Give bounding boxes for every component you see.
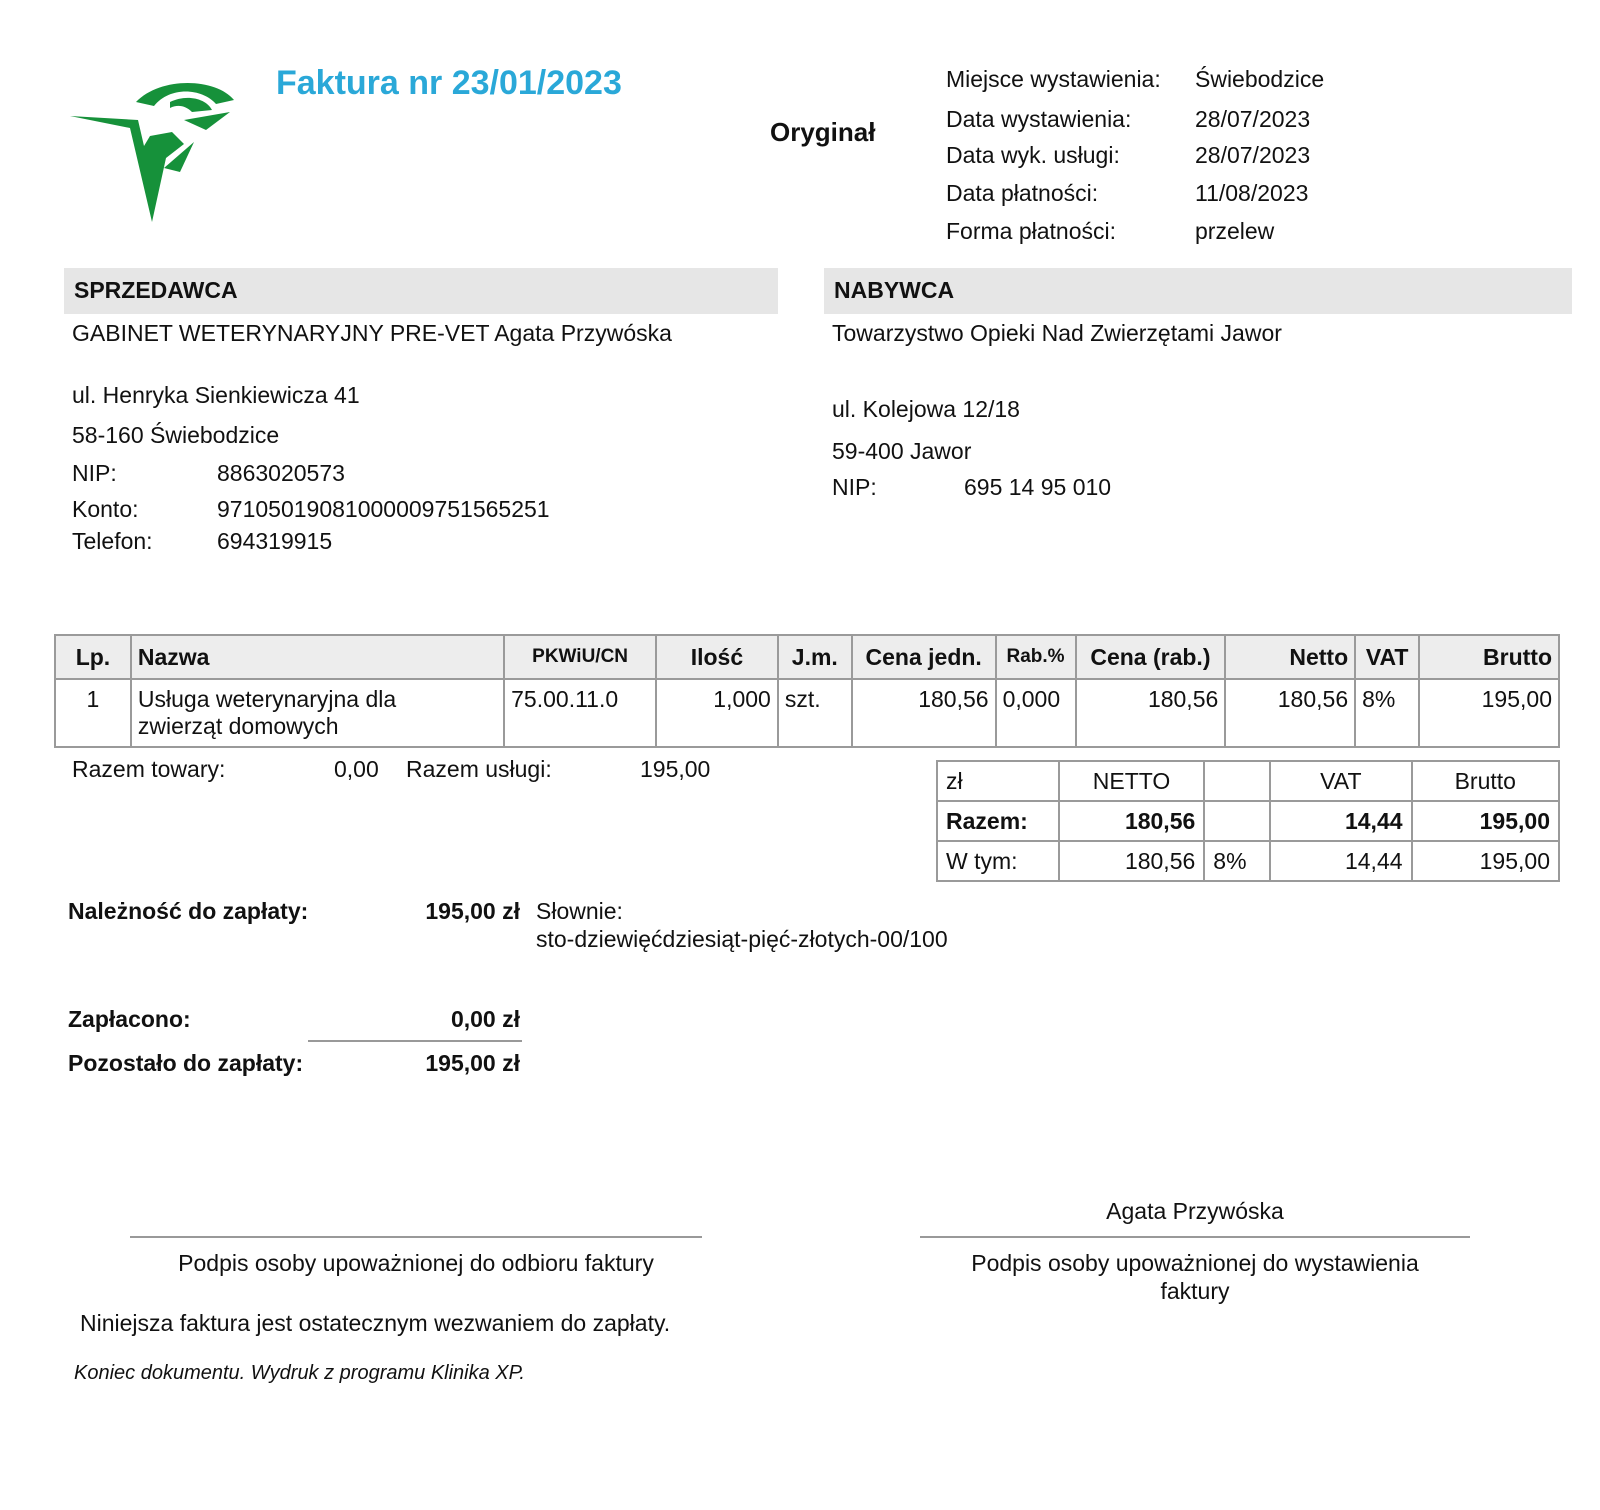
- cell-name-line: zwierząt domowych: [137, 713, 339, 739]
- currency-label: zł: [937, 761, 1059, 801]
- meta-value: przelew: [1195, 218, 1275, 244]
- col-header: Netto: [1225, 635, 1355, 679]
- meta-value: 28/07/2023: [1195, 142, 1311, 168]
- total-vat: 14,44: [1270, 801, 1411, 841]
- seller-heading: SPRZEDAWCA: [74, 277, 238, 303]
- issuer-signature-caption: Podpis osoby upoważnionej do wystawienia: [971, 1250, 1419, 1276]
- payment-notice: Niniejsza faktura jest ostatecznym wezwaniem do zapłaty.: [80, 1310, 671, 1336]
- breakdown-rate: 8%: [1204, 841, 1270, 881]
- cell-price-disc: 180,56: [1076, 679, 1226, 747]
- col-header: Cena jedn.: [852, 635, 996, 679]
- empty-cell: [1204, 761, 1270, 801]
- services-total-value: 195,00: [640, 756, 711, 782]
- amount-due-value: 195,00 zł: [425, 898, 520, 924]
- cell-lp: 1: [55, 679, 131, 747]
- meta-value: 28/07/2023: [1195, 106, 1311, 132]
- col-header: Cena (rab.): [1076, 635, 1226, 679]
- seller-phone: 694319915: [217, 528, 333, 554]
- paid-divider: [308, 1040, 522, 1042]
- buyer-name: Towarzystwo Opieki Nad Zwierzętami Jawor: [832, 320, 1282, 346]
- col-header: Lp.: [55, 635, 131, 679]
- remaining-label: Pozostało do zapłaty:: [68, 1050, 304, 1076]
- amount-words-value: sto-dziewięćdziesiąt-pięć-złotych-00/100: [536, 926, 948, 952]
- total-label: Razem:: [937, 801, 1059, 841]
- issuer-name: Agata Przywóska: [1106, 1198, 1284, 1224]
- cell-price: 180,56: [852, 679, 996, 747]
- receiver-signature-caption: Podpis osoby upoważnionej do odbioru faktury: [178, 1250, 654, 1276]
- breakdown-vat: 14,44: [1270, 841, 1411, 881]
- meta-label: Miejsce wystawienia:: [946, 66, 1161, 92]
- cell-name-line: Usługa weterynaryjna dla: [137, 686, 397, 712]
- breakdown-gross: 195,00: [1412, 841, 1559, 881]
- meta-value: 11/08/2023: [1195, 180, 1309, 206]
- gross-header: Brutto: [1412, 761, 1559, 801]
- buyer-heading: NABYWCA: [834, 277, 955, 303]
- cell-net: 180,56: [1225, 679, 1355, 747]
- seller-header-band: [64, 268, 778, 314]
- seller-account: 97105019081000009751565251: [217, 496, 550, 522]
- clinic-logo-icon: [66, 72, 238, 232]
- cell-unit: szt.: [778, 679, 852, 747]
- meta-label: Data płatności:: [946, 180, 1099, 206]
- paid-value: 0,00 zł: [450, 1006, 520, 1032]
- col-header: PKWiU/CN: [504, 635, 656, 679]
- items-table: [54, 634, 1560, 748]
- issuer-signature-caption: faktury: [1160, 1278, 1230, 1304]
- meta-label: Data wystawienia:: [946, 106, 1132, 132]
- col-header: Ilość: [656, 635, 778, 679]
- breakdown-net: 180,56: [1059, 841, 1205, 881]
- total-net: 180,56: [1059, 801, 1205, 841]
- breakdown-label: W tym:: [937, 841, 1059, 881]
- invoice-title: Faktura nr 23/01/2023: [276, 64, 622, 102]
- col-header: Brutto: [1419, 635, 1559, 679]
- items-header-row: [55, 635, 1559, 679]
- remaining-value: 195,00 zł: [425, 1050, 520, 1076]
- services-total-label: Razem usługi:: [406, 756, 552, 782]
- seller-phone-label: Telefon:: [72, 528, 153, 554]
- buyer-nip: 695 14 95 010: [964, 474, 1112, 500]
- seller-nip: 8863020573: [217, 460, 345, 486]
- amount-words-label: Słownie:: [536, 898, 623, 924]
- buyer-street: ul. Kolejowa 12/18: [832, 396, 1020, 422]
- cell-vat: 8%: [1355, 679, 1419, 747]
- total-gross: 195,00: [1412, 801, 1559, 841]
- goods-total-label: Razem towary:: [72, 756, 226, 782]
- table-row: [55, 679, 1559, 747]
- cell-gross: 195,00: [1419, 679, 1559, 747]
- vat-summary-table: [936, 760, 1560, 882]
- buyer-city: 59-400 Jawor: [832, 438, 972, 464]
- col-header: VAT: [1355, 635, 1419, 679]
- col-header: J.m.: [778, 635, 852, 679]
- seller-street: ul. Henryka Sienkiewicza 41: [72, 382, 360, 408]
- col-header: Rab.%: [996, 635, 1076, 679]
- seller-city: 58-160 Świebodzice: [72, 422, 280, 448]
- meta-value: Świebodzice: [1195, 66, 1325, 92]
- issuer-signature-line: [920, 1236, 1470, 1238]
- end-note: Koniec dokumentu. Wydruk z programu Klinika XP.: [74, 1362, 525, 1384]
- meta-label: Data wyk. usługi:: [946, 142, 1120, 168]
- seller-nip-label: NIP:: [72, 460, 117, 486]
- summary-breakdown-row: [937, 841, 1559, 881]
- summary-total-row: [937, 801, 1559, 841]
- vat-header: VAT: [1270, 761, 1411, 801]
- seller-name: GABINET WETERYNARYJNY PRE-VET Agata Przywóska: [72, 320, 672, 346]
- cell-name: [131, 679, 504, 747]
- copy-label: Oryginał: [770, 117, 876, 147]
- cell-qty: 1,000: [656, 679, 778, 747]
- receiver-signature-line: [130, 1236, 702, 1238]
- buyer-nip-label: NIP:: [832, 474, 877, 500]
- net-header: NETTO: [1059, 761, 1205, 801]
- empty-cell: [1204, 801, 1270, 841]
- cell-discount: 0,000: [996, 679, 1076, 747]
- summary-header-row: [937, 761, 1559, 801]
- paid-label: Zapłacono:: [68, 1006, 191, 1032]
- col-header: Nazwa: [131, 635, 504, 679]
- goods-total-value: 0,00: [334, 756, 379, 782]
- cell-pkwiu: 75.00.11.0: [504, 679, 656, 747]
- seller-account-label: Konto:: [72, 496, 139, 522]
- buyer-header-band: [824, 268, 1572, 314]
- meta-label: Forma płatności:: [946, 218, 1117, 244]
- amount-due-label: Należność do zapłaty:: [68, 898, 309, 924]
